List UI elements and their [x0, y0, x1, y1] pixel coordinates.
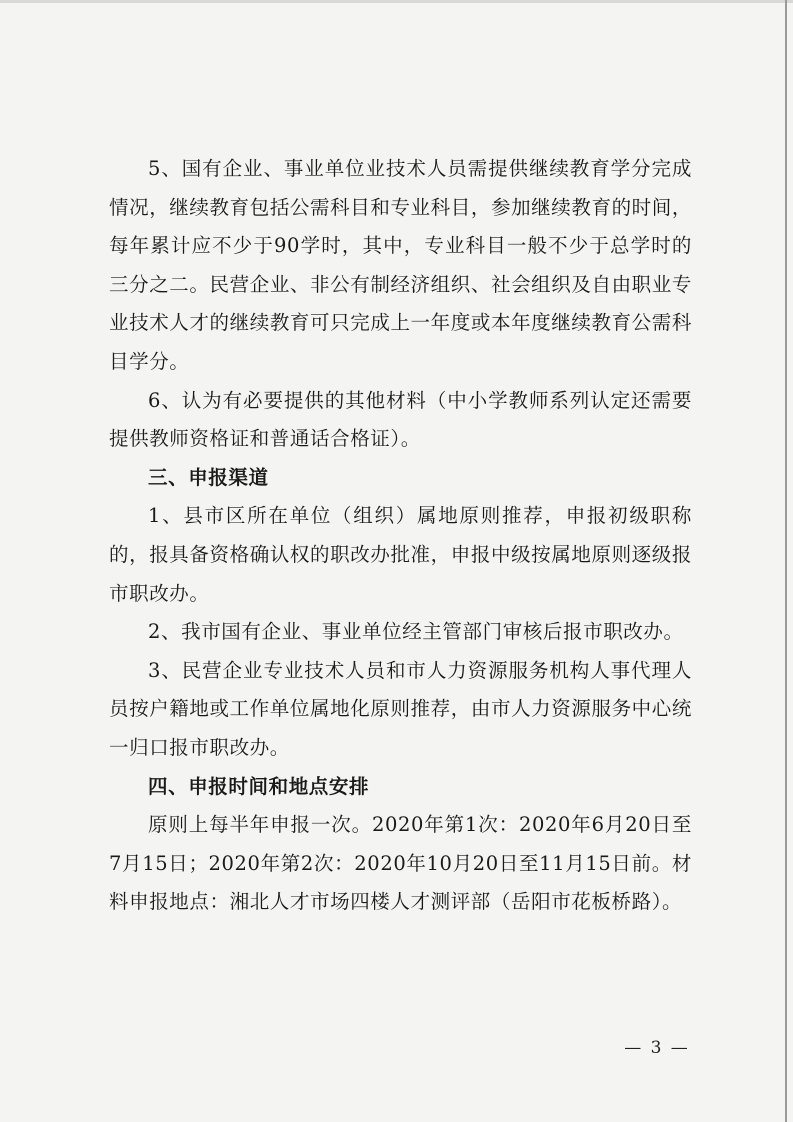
paragraph-item-6: 6、认为有必要提供的其他材料（中小学教师系列认定还需要提供教师资格证和普通话合格证）。: [109, 388, 692, 451]
paragraph-section3-item-2: 2、我市国有企业、事业单位经主管部门审核后报市职改办。: [148, 620, 684, 644]
paragraph-section3-item-3: 3、民营企业专业技术人员和市人力资源服务机构人事代理人员按户籍地或工作单位属地化原则推荐，由市人力资源服务中心统一归口报市职改办。: [109, 658, 692, 759]
page-top-edge: [0, 0, 793, 3]
paragraph-item-5: 5、国有企业、事业单位业技术人员需提供继续教育学分完成情况，继续教育包括公需科目和专业科目，参加继续教育的时间，每年累计应不少于90学时，其中，专业科目一般不少于总学时的三分之二。民营企业、非公有制经济组织、社会组织及自由职业专业技术人才的继续教育可只完成上一年度或本年度继续教育公需科目学分。: [109, 157, 692, 373]
paragraph-section3-item-1: 1、县市区所在单位（组织）属地原则推荐，申报初级职称的，报具备资格确认权的职改办批准，申报中级按属地原则逐级报市职改办。: [109, 504, 692, 605]
page-number: — 3 —: [624, 1038, 690, 1058]
section-heading-3: 三、申报渠道: [148, 465, 269, 489]
page-right-edge: [785, 0, 787, 1122]
paragraph-section4-text: 原则上每半年申报一次。2020年第1次：2020年6月20日至7月15日；2020年第2次：2020年10月20日至11月15日前。材料申报地点：湘北人才市场四楼人才测评部（岳阳市花板桥路）。: [109, 813, 692, 914]
document-body: [109, 150, 692, 922]
section-heading-4: 四、申报时间和地点安排: [148, 774, 370, 798]
